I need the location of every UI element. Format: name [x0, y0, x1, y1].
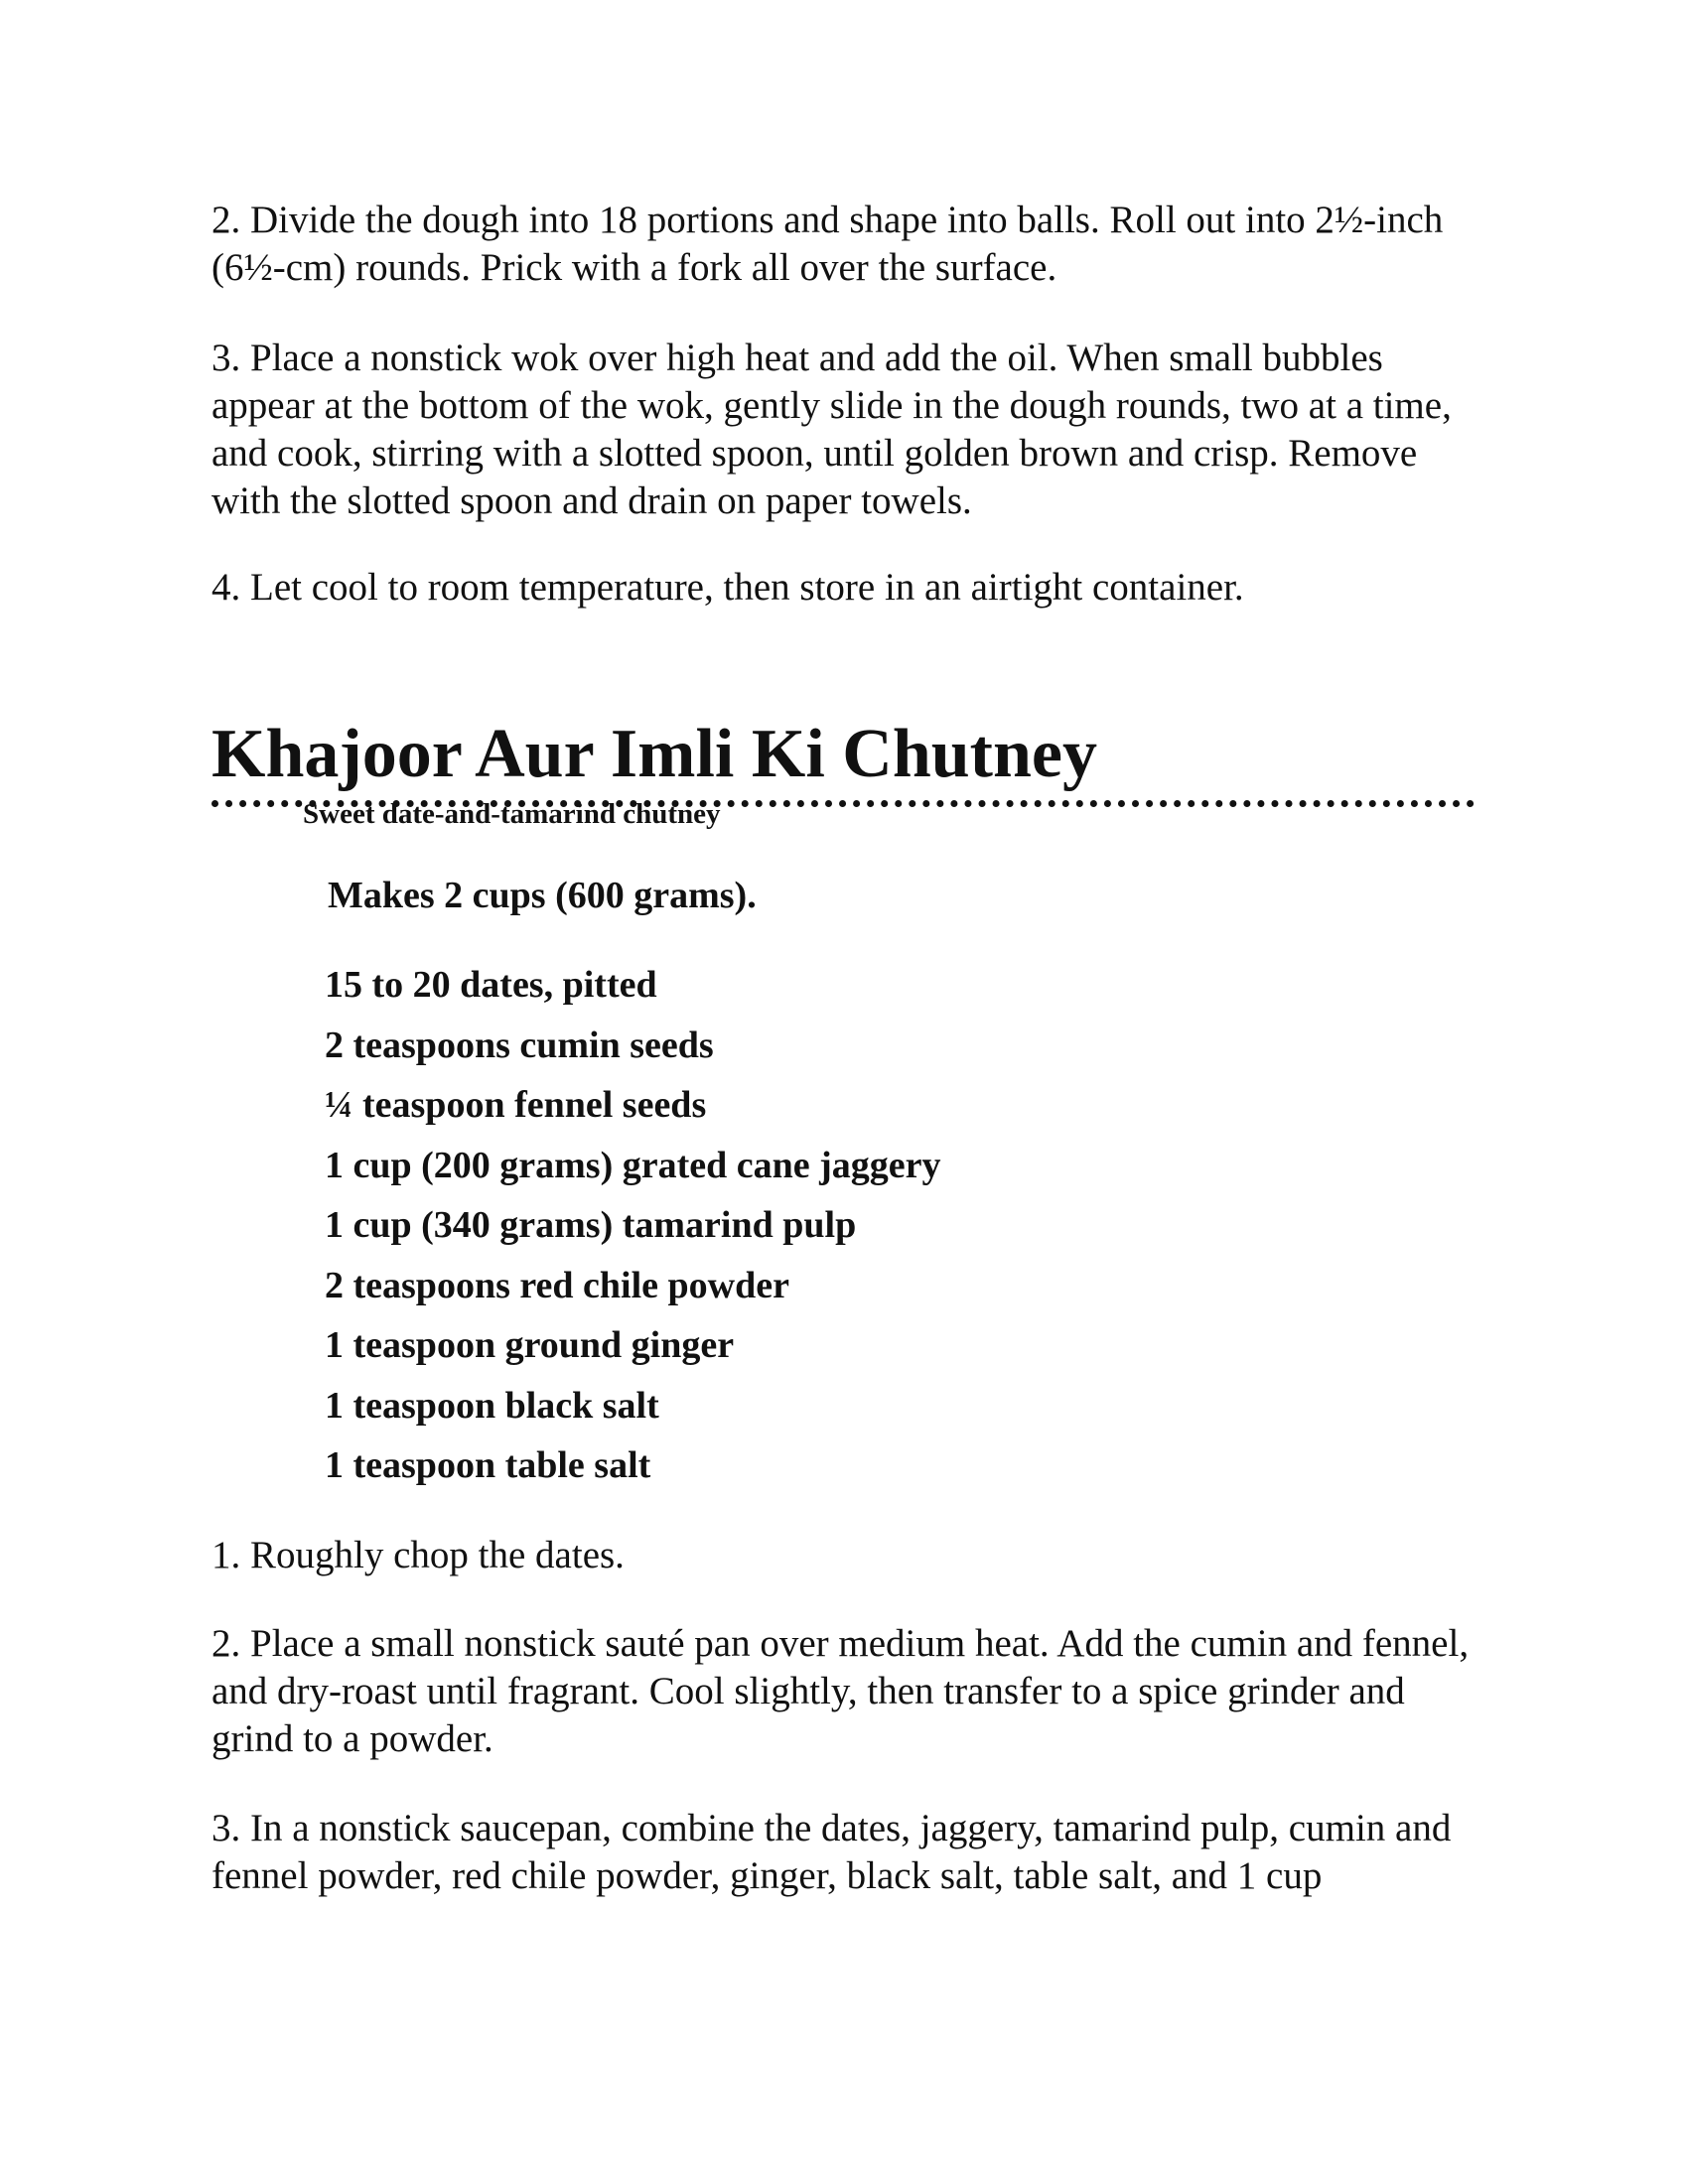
step-paragraph: 3. In a nonstick saucepan, combine the dates, jaggery, tamarind pulp, cumin and fennel powder, red chile powder, ginger, black salt, table salt, and 1 cup	[211, 1807, 1452, 1897]
recipe-title: Khajoor Aur Imli Ki Chutney	[211, 716, 1097, 792]
ingredient-item: ¼ teaspoon fennel seeds	[325, 1084, 707, 1126]
ingredient-item: 2 teaspoons cumin seeds	[325, 1024, 714, 1066]
ingredient-item: 1 cup (200 grams) grated cane jaggery	[325, 1144, 941, 1186]
step-paragraph: 2. Divide the dough into 18 portions and shape into balls. Roll out into 2½-inch (6½-cm) rounds. Prick with a fork all over the surface.	[211, 199, 1444, 289]
ingredient-item: 2 teaspoons red chile powder	[325, 1264, 789, 1306]
ingredient-item: 1 teaspoon black salt	[325, 1384, 659, 1427]
step-paragraph: 3. Place a nonstick wok over high heat and add the oil. When small bubbles appear at the bottom of the wok, gently slide in the dough rounds, two at a time, and cook, stirring with a slotted spoon, until golden brown and crisp. Remove with the slotted spoon and drain on paper towels.	[211, 337, 1452, 522]
step-paragraph: 1. Roughly chop the dates.	[211, 1534, 625, 1576]
step-paragraph: 4. Let cool to room temperature, then store in an airtight container.	[211, 566, 1244, 609]
step-paragraph: 2. Place a small nonstick sauté pan over medium heat. Add the cumin and fennel, and dry-roast until fragrant. Cool slightly, then transfer to a spice grinder and grind to a powder.	[211, 1622, 1470, 1760]
ingredient-item: 1 cup (340 grams) tamarind pulp	[325, 1204, 857, 1246]
ingredient-list	[325, 961, 941, 1502]
recipe-yield: Makes 2 cups (600 grams).	[328, 875, 757, 916]
recipe-subtitle: Sweet date-and-tamarind chutney	[303, 798, 721, 830]
ingredient-item: 15 to 20 dates, pitted	[325, 964, 657, 1006]
ingredient-item: 1 teaspoon ground ginger	[325, 1324, 735, 1366]
ingredient-item: 1 teaspoon table salt	[325, 1444, 651, 1486]
